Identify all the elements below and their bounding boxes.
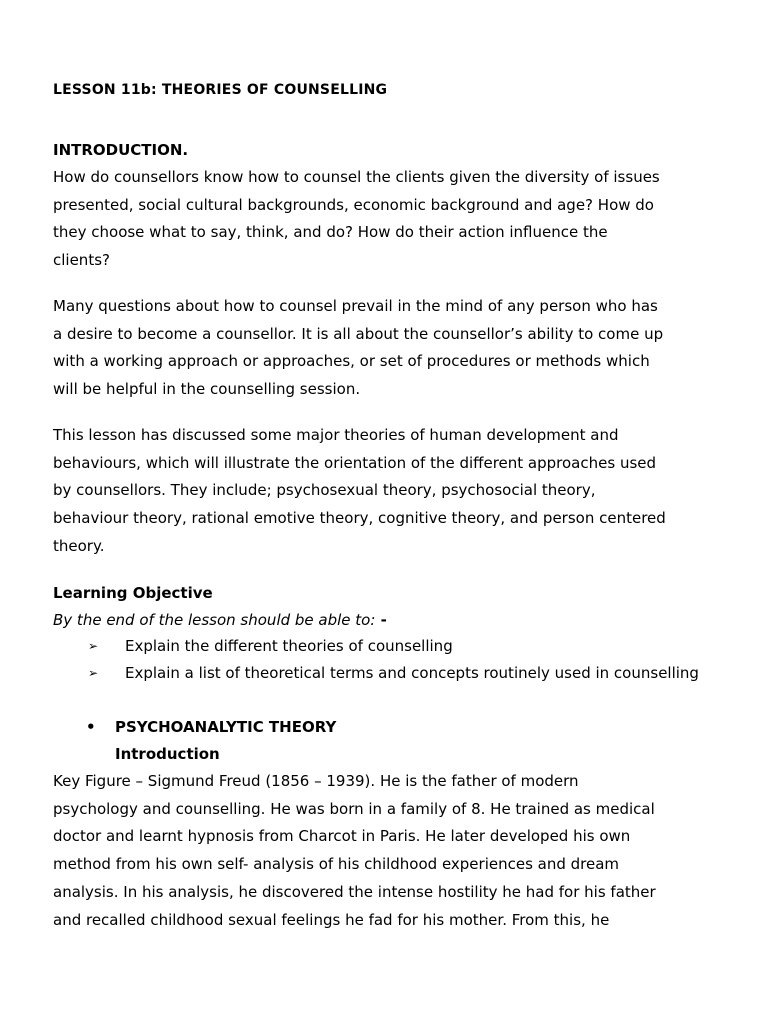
paragraph-line: clients?: [53, 251, 110, 270]
introduction-heading: INTRODUCTION.: [53, 141, 189, 159]
objective-item: [88, 664, 699, 682]
paragraph-line: behaviour theory, rational emotive theory, cognitive theory, and person centered: [53, 509, 666, 528]
intro-paragraph: [53, 164, 723, 275]
paragraph-line: method from his own self- analysis of his childhood experiences and dream: [53, 855, 620, 874]
paragraph-line: theory.: [53, 536, 105, 555]
arrow-bullet-icon: ➢: [88, 666, 99, 680]
paragraph-line: presented, social cultural backgrounds, economic background and age? How do: [53, 195, 654, 214]
lesson-title: LESSON 11b: THEORIES OF COUNSELLING: [53, 82, 388, 98]
paragraph-line: with a working approach or approaches, or set of procedures or methods which: [53, 352, 650, 371]
bullet-icon: •: [86, 718, 96, 736]
objective-intro: [53, 611, 387, 629]
objective-text: Explain a list of theoretical terms and concepts routinely used in counselling: [125, 664, 699, 682]
paragraph-line: by counsellors. They include; psychosexual theory, psychosocial theory,: [53, 481, 596, 500]
lesson-summary-paragraph: [53, 422, 723, 561]
paragraph-line: analysis. In his analysis, he discovered the intense hostility he had for his father: [53, 882, 656, 901]
objective-intro-text: By the end of the lesson should be able to:: [53, 611, 376, 629]
paragraph-line: a desire to become a counsellor. It is all about the counsellor’s ability to come up: [53, 324, 664, 343]
paragraph-line: Many questions about how to counsel prevail in the mind of any person who has: [53, 297, 658, 315]
learning-objective-heading: Learning Objective: [53, 584, 213, 602]
paragraph-line: How do counsellors know how to counsel the clients given the diversity of issues: [53, 168, 660, 186]
objective-intro-dash: -: [375, 611, 387, 629]
section-heading: PSYCHOANALYTIC THEORY: [115, 718, 337, 736]
paragraph-line: doctor and learnt hypnosis from Charcot in Paris. He later developed his own: [53, 827, 631, 846]
section-subheading: Introduction: [115, 745, 220, 763]
paragraph-line: This lesson has discussed some major theories of human development and: [53, 426, 619, 444]
objective-text: Explain the different theories of counselling: [125, 637, 453, 655]
paragraph-line: behaviours, which will illustrate the orientation of the different approaches used: [53, 453, 657, 472]
paragraph-line: Key Figure – Sigmund Freud (1856 – 1939). He is the father of modern: [53, 772, 579, 790]
questions-paragraph: [53, 293, 723, 404]
paragraph-line: psychology and counselling. He was born in a family of 8. He trained as medical: [53, 799, 655, 818]
paragraph-line: will be helpful in the counselling session.: [53, 380, 361, 399]
paragraph-line: they choose what to say, think, and do? How do their action influence the: [53, 223, 608, 242]
freud-paragraph: [53, 768, 723, 934]
arrow-bullet-icon: ➢: [88, 639, 99, 653]
objective-item: [88, 637, 453, 655]
paragraph-line: and recalled childhood sexual feelings he fad for his mother. From this, he: [53, 910, 610, 929]
section-heading-item: [86, 718, 336, 736]
